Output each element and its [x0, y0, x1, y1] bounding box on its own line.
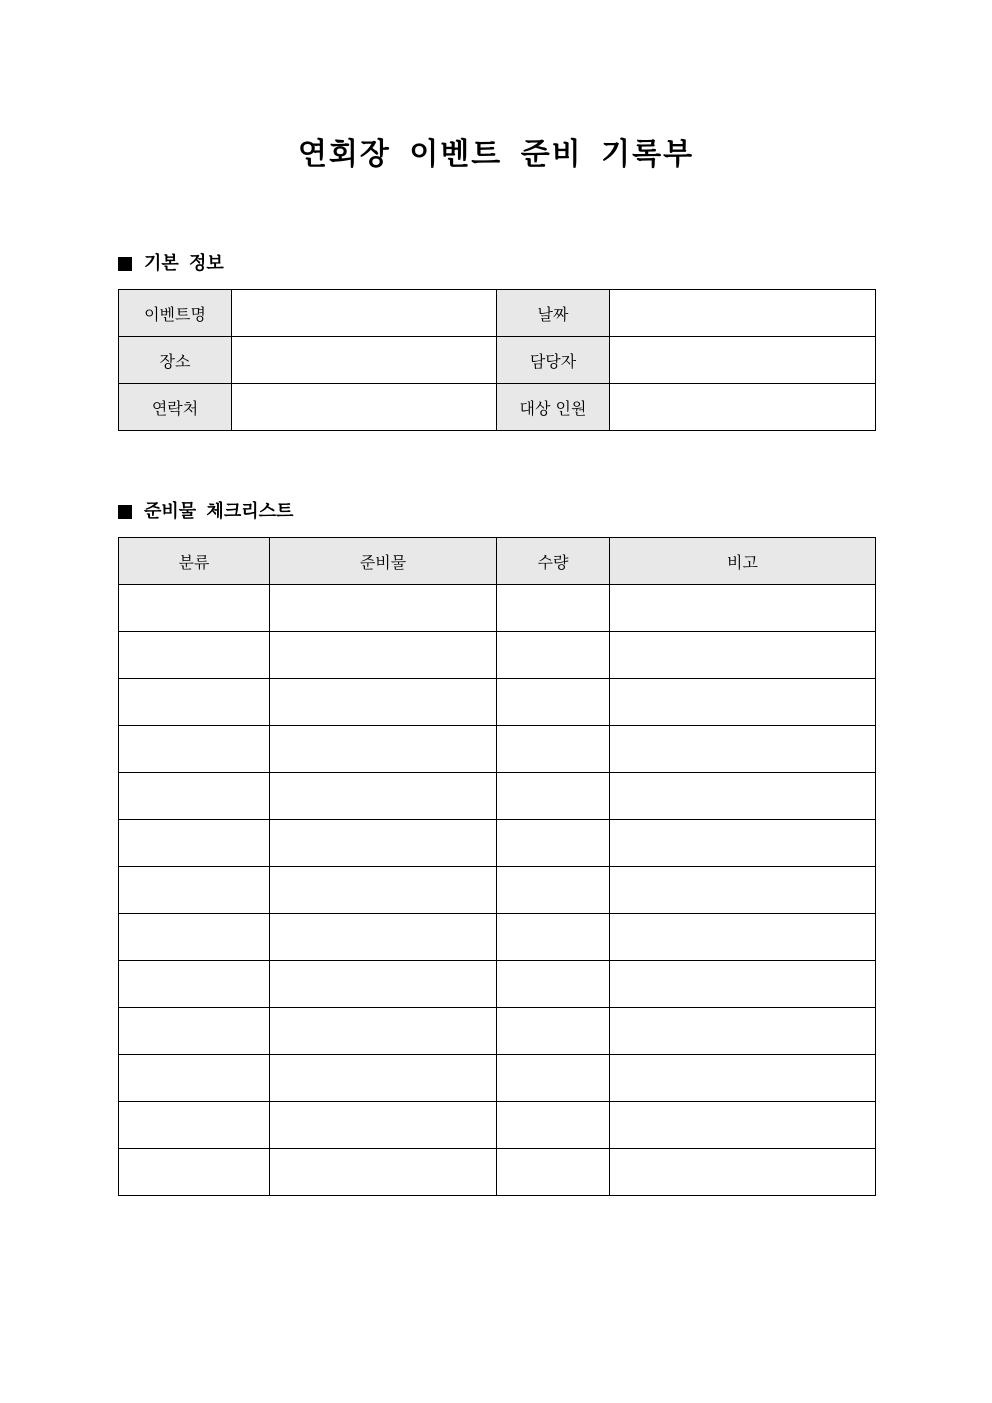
cell-quantity[interactable] — [497, 1102, 610, 1149]
cell-quantity[interactable] — [497, 867, 610, 914]
cell-item[interactable] — [270, 914, 497, 961]
column-header-item: 준비물 — [270, 538, 497, 585]
section-heading-text: 준비물 체크리스트 — [144, 501, 294, 522]
field-value-date[interactable] — [610, 290, 876, 337]
cell-category[interactable] — [119, 820, 270, 867]
cell-item[interactable] — [270, 1055, 497, 1102]
section-heading-checklist — [118, 499, 293, 525]
cell-category[interactable] — [119, 632, 270, 679]
cell-item[interactable] — [270, 820, 497, 867]
cell-quantity[interactable] — [497, 820, 610, 867]
cell-quantity[interactable] — [497, 1055, 610, 1102]
cell-item[interactable] — [270, 1149, 497, 1196]
field-label-manager: 담당자 — [497, 337, 610, 384]
table-row — [119, 820, 876, 867]
column-header-quantity: 수량 — [497, 538, 610, 585]
field-value-contact[interactable] — [232, 384, 497, 431]
field-label-venue: 장소 — [119, 337, 232, 384]
table-row — [119, 914, 876, 961]
field-label-date: 날짜 — [497, 290, 610, 337]
section-heading-text: 기본 정보 — [144, 253, 224, 274]
field-label-event-name: 이벤트명 — [119, 290, 232, 337]
cell-quantity[interactable] — [497, 773, 610, 820]
table-row — [119, 726, 876, 773]
cell-category[interactable] — [119, 1008, 270, 1055]
field-value-event-name[interactable] — [232, 290, 497, 337]
cell-category[interactable] — [119, 773, 270, 820]
cell-item[interactable] — [270, 1102, 497, 1149]
field-label-contact: 연락처 — [119, 384, 232, 431]
cell-notes[interactable] — [610, 1102, 876, 1149]
table-row — [119, 632, 876, 679]
cell-quantity[interactable] — [497, 961, 610, 1008]
table-row — [119, 1149, 876, 1196]
cell-notes[interactable] — [610, 961, 876, 1008]
table-row — [119, 1102, 876, 1149]
cell-quantity[interactable] — [497, 679, 610, 726]
cell-notes[interactable] — [610, 679, 876, 726]
cell-notes[interactable] — [610, 1149, 876, 1196]
checklist-body — [119, 585, 876, 1196]
cell-item[interactable] — [270, 1008, 497, 1055]
field-value-venue[interactable] — [232, 337, 497, 384]
cell-item[interactable] — [270, 773, 497, 820]
document-title: 연회장 이벤트 준비 기록부 — [297, 137, 695, 172]
cell-category[interactable] — [119, 726, 270, 773]
column-header-category: 분류 — [119, 538, 270, 585]
cell-notes[interactable] — [610, 773, 876, 820]
cell-notes[interactable] — [610, 585, 876, 632]
cell-quantity[interactable] — [497, 914, 610, 961]
cell-notes[interactable] — [610, 820, 876, 867]
cell-item[interactable] — [270, 726, 497, 773]
table-row — [119, 585, 876, 632]
cell-notes[interactable] — [610, 1008, 876, 1055]
column-header-notes: 비고 — [610, 538, 876, 585]
cell-item[interactable] — [270, 961, 497, 1008]
cell-notes[interactable] — [610, 726, 876, 773]
cell-quantity[interactable] — [497, 585, 610, 632]
checklist-header-row — [119, 538, 876, 585]
cell-notes[interactable] — [610, 914, 876, 961]
square-bullet-icon — [118, 505, 132, 519]
cell-quantity[interactable] — [497, 1008, 610, 1055]
basic-info-table — [118, 289, 876, 431]
table-row — [119, 679, 876, 726]
cell-category[interactable] — [119, 961, 270, 1008]
table-row — [119, 1055, 876, 1102]
cell-category[interactable] — [119, 679, 270, 726]
cell-category[interactable] — [119, 585, 270, 632]
cell-item[interactable] — [270, 585, 497, 632]
cell-item[interactable] — [270, 679, 497, 726]
section-heading-basic-info — [118, 251, 224, 277]
table-row — [119, 867, 876, 914]
field-value-manager[interactable] — [610, 337, 876, 384]
cell-item[interactable] — [270, 632, 497, 679]
cell-category[interactable] — [119, 867, 270, 914]
field-value-attendees[interactable] — [610, 384, 876, 431]
cell-category[interactable] — [119, 1102, 270, 1149]
checklist-table — [118, 537, 876, 1196]
cell-category[interactable] — [119, 914, 270, 961]
cell-item[interactable] — [270, 867, 497, 914]
cell-notes[interactable] — [610, 632, 876, 679]
square-bullet-icon — [118, 257, 132, 271]
basic-info-row — [119, 290, 876, 337]
table-row — [119, 1008, 876, 1055]
cell-category[interactable] — [119, 1055, 270, 1102]
cell-notes[interactable] — [610, 867, 876, 914]
table-row — [119, 773, 876, 820]
cell-quantity[interactable] — [497, 632, 610, 679]
basic-info-row — [119, 337, 876, 384]
cell-category[interactable] — [119, 1149, 270, 1196]
basic-info-row — [119, 384, 876, 431]
table-row — [119, 961, 876, 1008]
field-label-attendees: 대상 인원 — [497, 384, 610, 431]
cell-quantity[interactable] — [497, 1149, 610, 1196]
cell-quantity[interactable] — [497, 726, 610, 773]
cell-notes[interactable] — [610, 1055, 876, 1102]
